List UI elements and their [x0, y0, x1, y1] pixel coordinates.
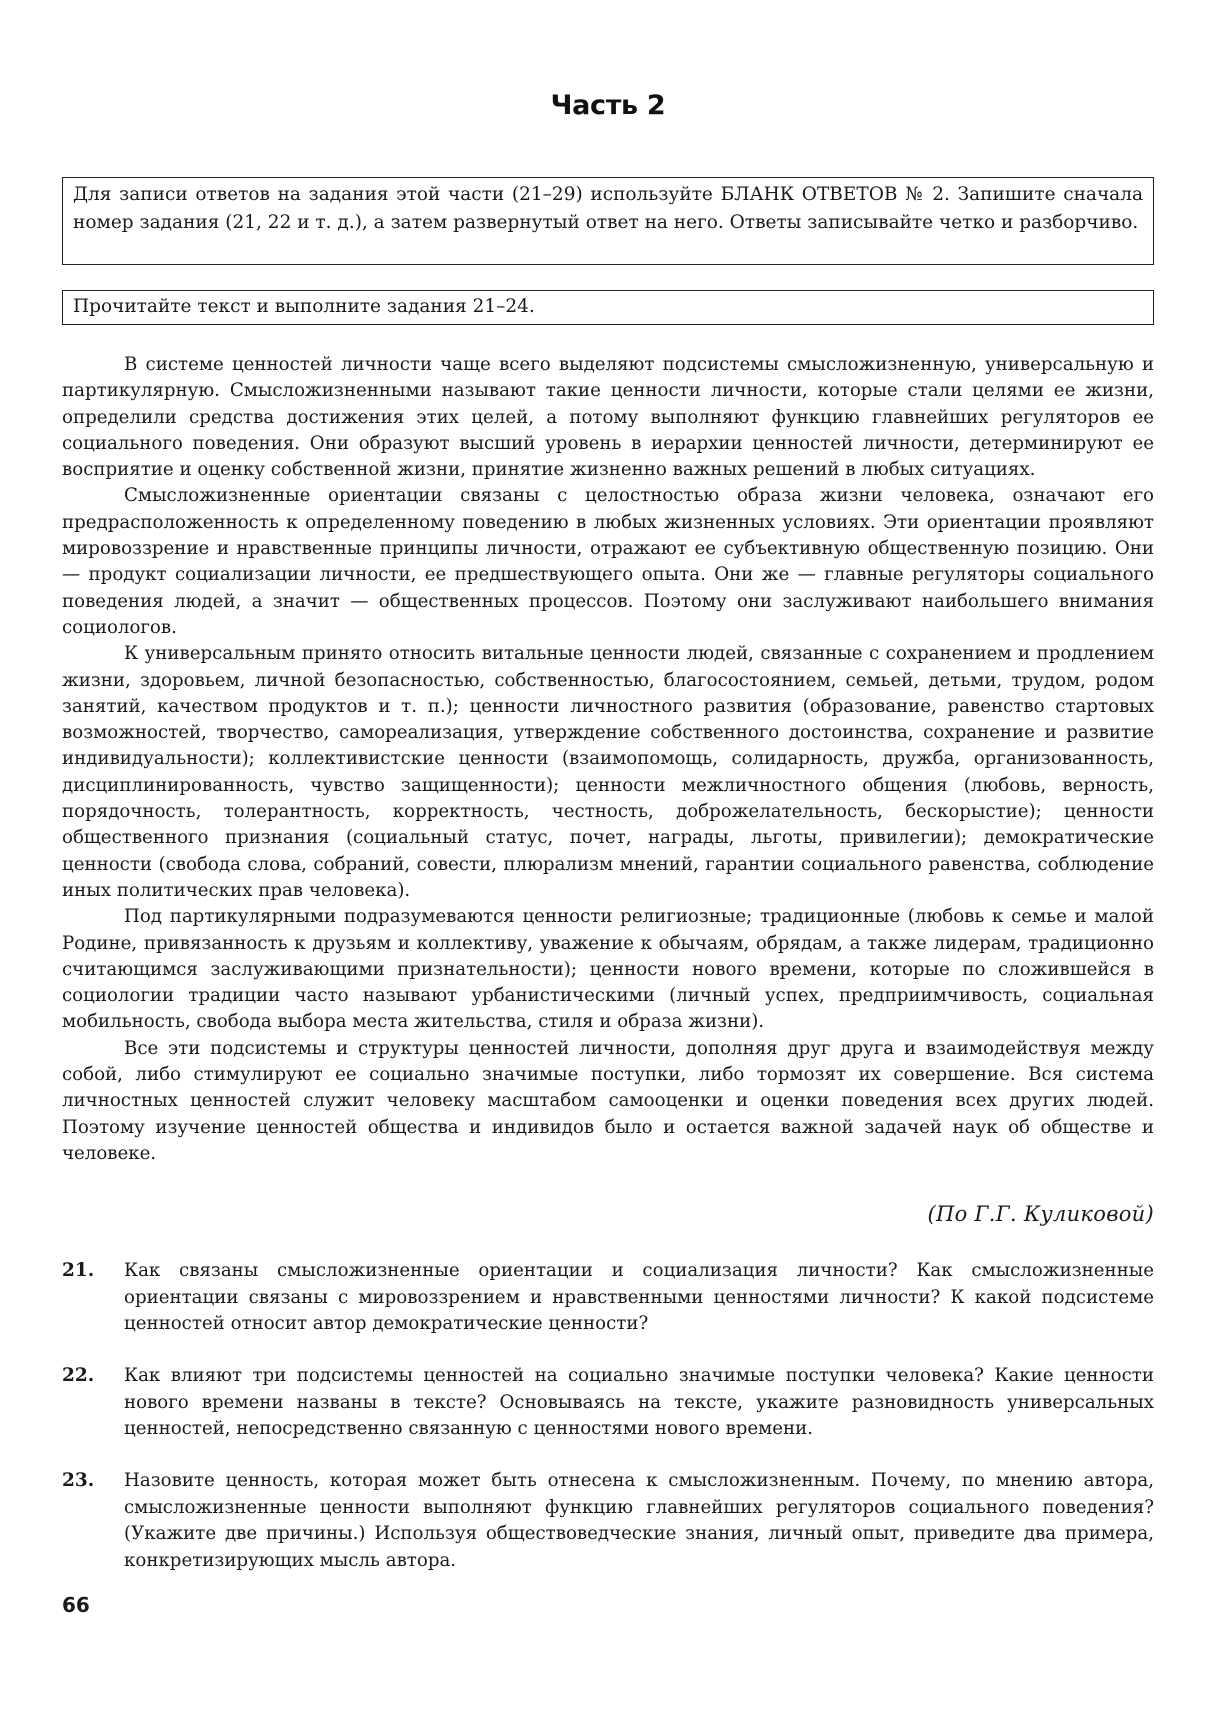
- question-22: [62, 1363, 1154, 1443]
- passage: [62, 352, 1154, 1167]
- passage-paragraph: В системе ценностей личности чаще всего выделяют подсистемы смысложизненную, универсальную и партикулярную. Смысложизненными называют такие ценности личности, которые стали целями ее жизни, определили средства достижения этих целей, а потому выполняют функцию главнейших регуляторов ее социального поведения. Они образуют высший уровень в иерархии ценностей личности, детерминируют ее восприятие и оценку собственной жизни, принятие жизненно важных решений в любых ситуациях.: [62, 354, 1154, 481]
- question-number: 22.: [62, 1365, 95, 1386]
- passage-paragraph: Все эти подсистемы и структуры ценностей личности, дополняя друг друга и взаимодействуя между собой, либо стимулируют ее социально значимые поступки, либо тормозят их совершение. Вся система личностных ценностей служит человеку масштабом самооценки и оценки поведения всех других людей. Поэтому изучение ценностей общества и индивидов было и остается важной задачей наук об обществе и человеке.: [62, 1037, 1154, 1164]
- passage-paragraph: Смысложизненные ориентации связаны с целостностью образа жизни человека, означают его предрасположенность к определенному поведению в любых жизненных условиях. Эти ориентации проявляют мировоззрение и нравственные принципы личности, отражают ее субъективную общественную позицию. Они — продукт социализации личности, ее предшествующего опыта. Они же — главные регуляторы социального поведения людей, а значит — общественных процессов. Поэтому они заслуживают наибольшего внимания социологов.: [62, 485, 1154, 638]
- read-task-box: [62, 290, 1154, 325]
- read-task-text: Прочитайте текст и выполните задания 21–24.: [73, 296, 535, 317]
- passage-paragraph: Под партикулярными подразумеваются ценности религиозные; традиционные (любовь к семье и малой Родине, привязанность к друзьям и коллективу, уважение к обычаям, обрядам, а также лидерам, традиционно считающимся заслуживающими признательности); ценности нового времени, которые по сложившейся в социологии традиции часто называют урбанистическими (личный успех, предприимчивость, социальная мобильность, свобода выбора места жительства, стиля и образа жизни).: [62, 906, 1154, 1033]
- question-text: Как связаны смысложизненные ориентации и социализация личности? Как смысложизненные ориентации связаны с мировоззрением и нравственными ценностями личности? К какой подсистеме ценностей относит автор демократические ценности?: [124, 1260, 1154, 1334]
- instructions-text: Для записи ответов на задания этой части (21–29) используйте БЛАНК ОТВЕТОВ № 2. Запишите сначала номер задания (21, 22 и т. д.), а затем развернутый ответ на него. Ответы записывайте четко и разборчиво.: [73, 184, 1143, 233]
- question-21: [62, 1258, 1154, 1338]
- question-23: [62, 1468, 1154, 1574]
- question-number: 21.: [62, 1260, 95, 1281]
- passage-author: (По Г.Г. Куликовой): [927, 1202, 1154, 1226]
- instructions-box: [62, 177, 1154, 265]
- question-text: Как влияют три подсистемы ценностей на социально значимые поступки человека? Какие ценности нового времени названы в тексте? Основываясь на тексте, укажите разновидность универсальных ценностей, непосредственно связанную с ценностями нового времени.: [124, 1365, 1154, 1439]
- passage-paragraph: К универсальным принято относить витальные ценности людей, связанные с сохранением и продлением жизни, здоровьем, личной безопасностью, собственностью, благосостоянием, семьей, детьми, трудом, родом занятий, качеством продуктов и т. п.); ценности личностного развития (образование, равенство стартовых возможностей, творчество, самореализация, утверждение собственного достоинства, сохранение и развитие индивидуальности); коллективистские ценности (взаимопомощь, солидарность, дружба, организованность, дисциплинированность, чувство защищенности); ценности межличностного общения (любовь, верность, порядочность, толерантность, корректность, честность, доброжелательность, бескорыстие); ценности общественного признания (социальный статус, почет, награды, льготы, привилегии); демократические ценности (свобода слова, собраний, совести, плюрализм мнений, гарантии социального равенства, соблюдение иных политических прав человека).: [62, 643, 1154, 901]
- question-number: 23.: [62, 1470, 95, 1491]
- page-number: 66: [62, 1593, 90, 1617]
- part-title: Часть 2: [550, 90, 666, 121]
- question-text: Назовите ценность, которая может быть отнесена к смысложизненным. Почему, по мнению автора, смысложизненные ценности выполняют функцию главнейших регуляторов социального поведения? (Укажите две причины.) Используя обществоведческие знания, личный опыт, приведите два примера, конкретизирующих мысль автора.: [124, 1470, 1154, 1571]
